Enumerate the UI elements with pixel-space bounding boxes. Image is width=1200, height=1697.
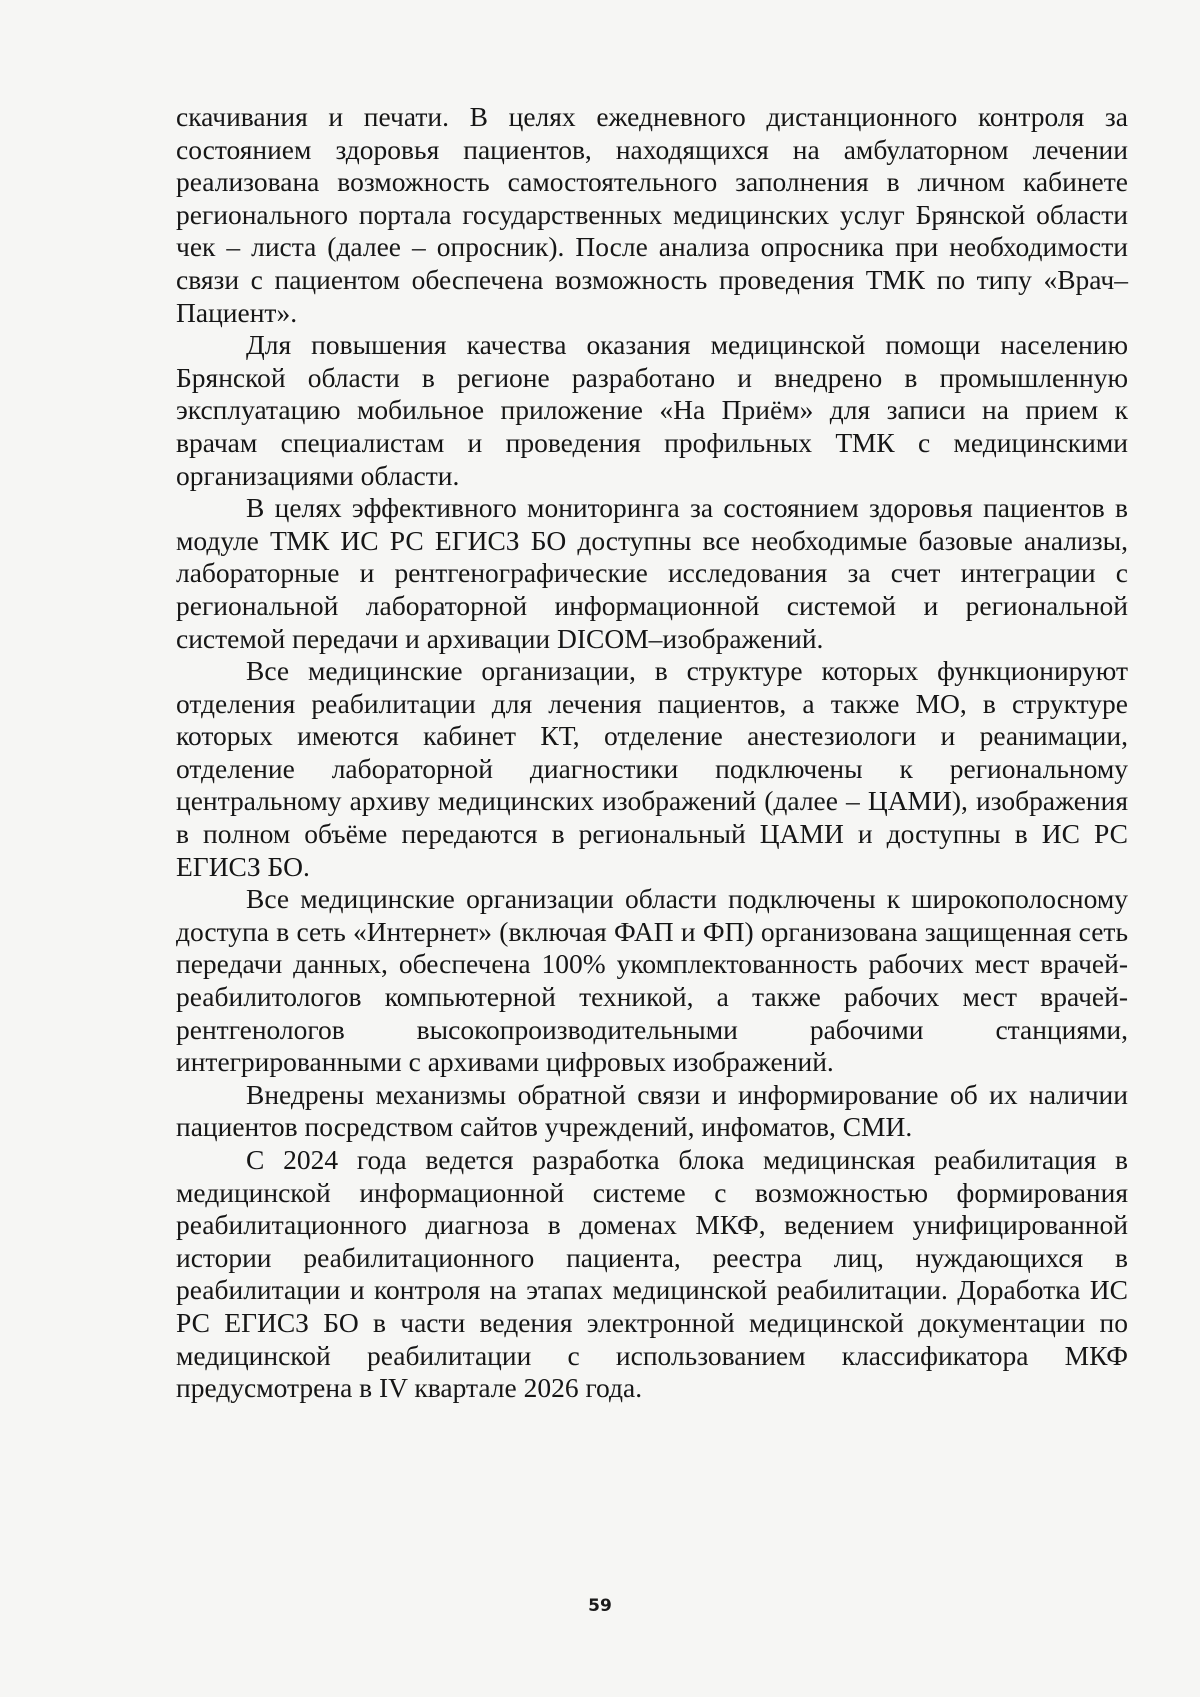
paragraph: Внедрены механизмы обратной связи и информирование об их наличии пациентов посредством сайтов учреждений, инфоматов, СМИ. (176, 1078, 1128, 1143)
page-number: 59 (588, 1596, 612, 1616)
paragraph: Все медицинские организации, в структуре которых функционируют отделения реабилитации для лечения пациентов, а также МО, в структуре которых имеются кабинет КТ, отделение анестезиологи и реанимации, отделение лабораторной диагностики подключены к региональному центральному архиву медицинских изображений (далее – ЦАМИ), изображения в полном объёме передаются в региональный ЦАМИ и доступны в ИС РС ЕГИСЗ БО. (176, 655, 1128, 882)
paragraph: Все медицинские организации области подключены к широкополосному доступа в сеть «Интернет» (включая ФАП и ФП) организована защищенная сеть передачи данных, обеспечена 100% укомплектованность рабочих мест врачей-реабилитологов компьютерной техникой, а также рабочих мест врачей-рентгенологов высокопроизводительными рабочими станциями, интегрированными с архивами цифровых изображений. (176, 883, 1128, 1078)
paragraph: Для повышения качества оказания медицинской помощи населению Брянской области в регионе разработано и внедрено в промышленную эксплуатацию мобильное приложение «На Приём» для записи на прием к врачам специалистам и проведения профильных ТМК с медицинскими организациями области. (176, 329, 1128, 491)
body-text (176, 101, 1128, 1405)
paragraph: скачивания и печати. В целях ежедневного дистанционного контроля за состоянием здоровья пациентов, находящихся на амбулаторном лечении реализована возможность самостоятельного заполнения в личном кабинете регионального портала государственных медицинских услуг Брянской области чек – листа (далее – опросник). После анализа опросника при необходимости связи с пациентом обеспечена возможность проведения ТМК по типу «Врач–Пациент». (176, 101, 1128, 328)
paragraph: С 2024 года ведется разработка блока медицинская реабилитация в медицинской информационной системе с возможностью формирования реабилитационного диагноза в доменах МКФ, ведением унифицированной истории реабилитационного пациента, реестра лиц, нуждающихся в реабилитации и контроля на этапах медицинской реабилитации. Доработка ИС РС ЕГИСЗ БО в части ведения электронной медицинской документации по медицинской реабилитации с использованием классификатора МКФ предусмотрена в IV квартале 2026 года. (176, 1144, 1128, 1404)
paragraph: В целях эффективного мониторинга за состоянием здоровья пациентов в модуле ТМК ИС РС ЕГИСЗ БО доступны все необходимые базовые анализы, лабораторные и рентгенографические исследования за счет интеграции с региональной лабораторной информационной системой и региональной системой передачи и архивации DICOM–изображений. (176, 492, 1128, 654)
